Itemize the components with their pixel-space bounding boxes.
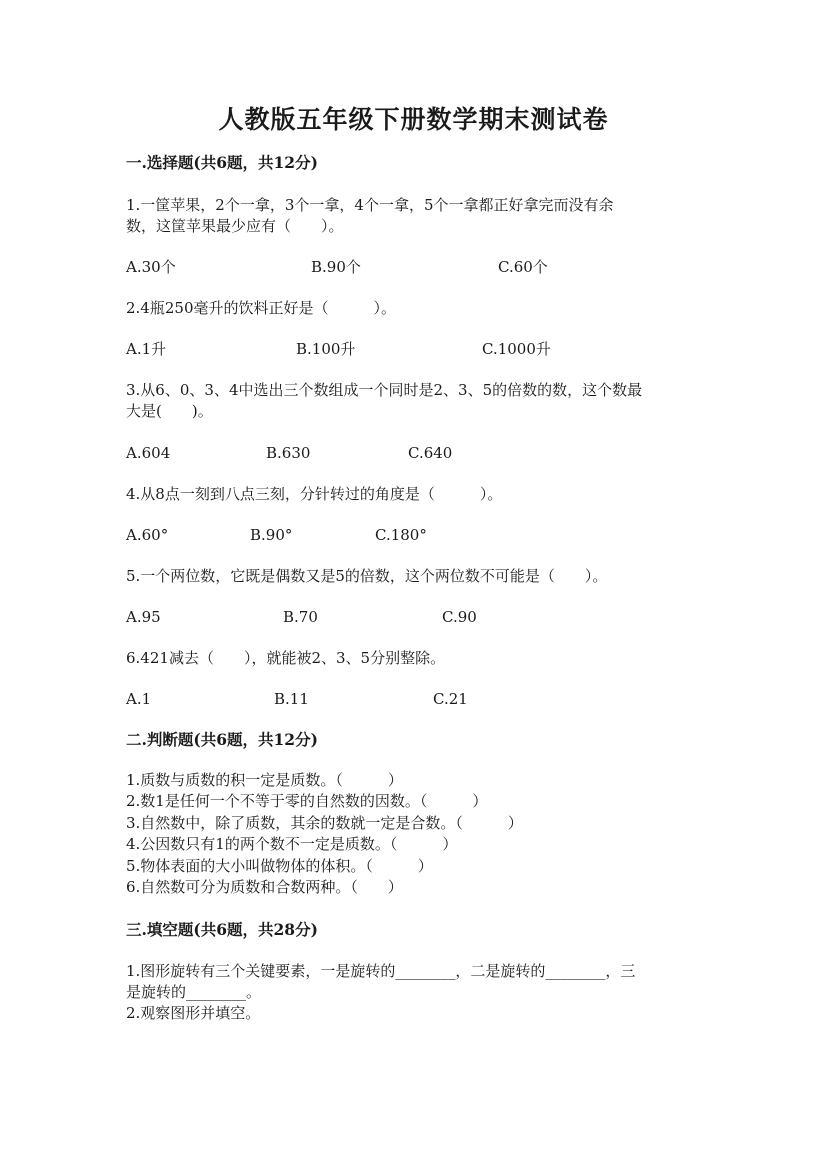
section-heading-fill: 三.填空题(共6题，共28分) [126, 920, 318, 939]
option-b: B.90个 [311, 258, 361, 276]
question-text: 1.图形旋转有三个关键要素，一是旋转的________，二是旋转的________，三 [126, 962, 636, 980]
question-text: 2.4瓶250毫升的饮料正好是（ ）。 [126, 299, 396, 317]
option-b: B.70 [283, 608, 318, 626]
option-c: C.90 [442, 608, 477, 626]
judge-item: 4.公因数只有1的两个数不一定是质数。（ ） [126, 835, 458, 853]
question-text: 1.一筐苹果，2个一拿，3个一拿，4个一拿，5个一拿都正好拿完而没有余 [126, 196, 614, 214]
option-c: C.1000升 [482, 340, 551, 358]
judge-item: 6.自然数可分为质数和合数两种。（ ） [126, 878, 403, 896]
section-heading-judge: 二.判断题(共6题，共12分) [126, 730, 318, 749]
question-text: 是旋转的________。 [126, 983, 262, 1001]
option-c: C.21 [433, 690, 468, 708]
option-b: B.100升 [296, 340, 356, 358]
judge-item: 1.质数与质数的积一定是质数。（ ） [126, 771, 403, 789]
option-c: C.640 [408, 444, 453, 462]
option-a: A.30个 [126, 258, 176, 276]
question-text: 4.从8点一刻到八点三刻，分针转过的角度是（ ）。 [126, 485, 503, 503]
question-text: 大是( )。 [126, 402, 213, 420]
section-heading-choice: 一.选择题(共6题，共12分) [126, 153, 318, 172]
judge-item: 2.数1是任何一个不等于零的自然数的因数。（ ） [126, 792, 488, 810]
option-a: A.604 [126, 444, 171, 462]
page-title: 人教版五年级下册数学期末测试卷 [218, 105, 609, 134]
option-b: B.630 [266, 444, 311, 462]
judge-item: 5.物体表面的大小叫做物体的体积。（ ） [126, 857, 433, 875]
option-c: C.60个 [498, 258, 548, 276]
option-a: A.95 [126, 608, 161, 626]
option-a: A.60° [126, 526, 169, 544]
option-a: A.1升 [126, 340, 167, 358]
judge-item: 3.自然数中，除了质数，其余的数就一定是合数。（ ） [126, 814, 523, 832]
question-text: 数，这筐苹果最少应有（ ）。 [126, 217, 344, 235]
option-c: C.180° [375, 526, 427, 544]
question-text: 2.观察图形并填空。 [126, 1004, 261, 1022]
question-text: 5.一个两位数，它既是偶数又是5的倍数，这个两位数不可能是（ ）。 [126, 567, 608, 585]
option-b: B.90° [250, 526, 293, 544]
question-text: 3.从6、0、3、4中选出三个数组成一个同时是2、3、5的倍数的数，这个数最 [126, 381, 643, 399]
option-a: A.1 [126, 690, 152, 708]
option-b: B.11 [274, 690, 309, 708]
question-text: 6.421减去（ ），就能被2、3、5分别整除。 [126, 649, 446, 667]
